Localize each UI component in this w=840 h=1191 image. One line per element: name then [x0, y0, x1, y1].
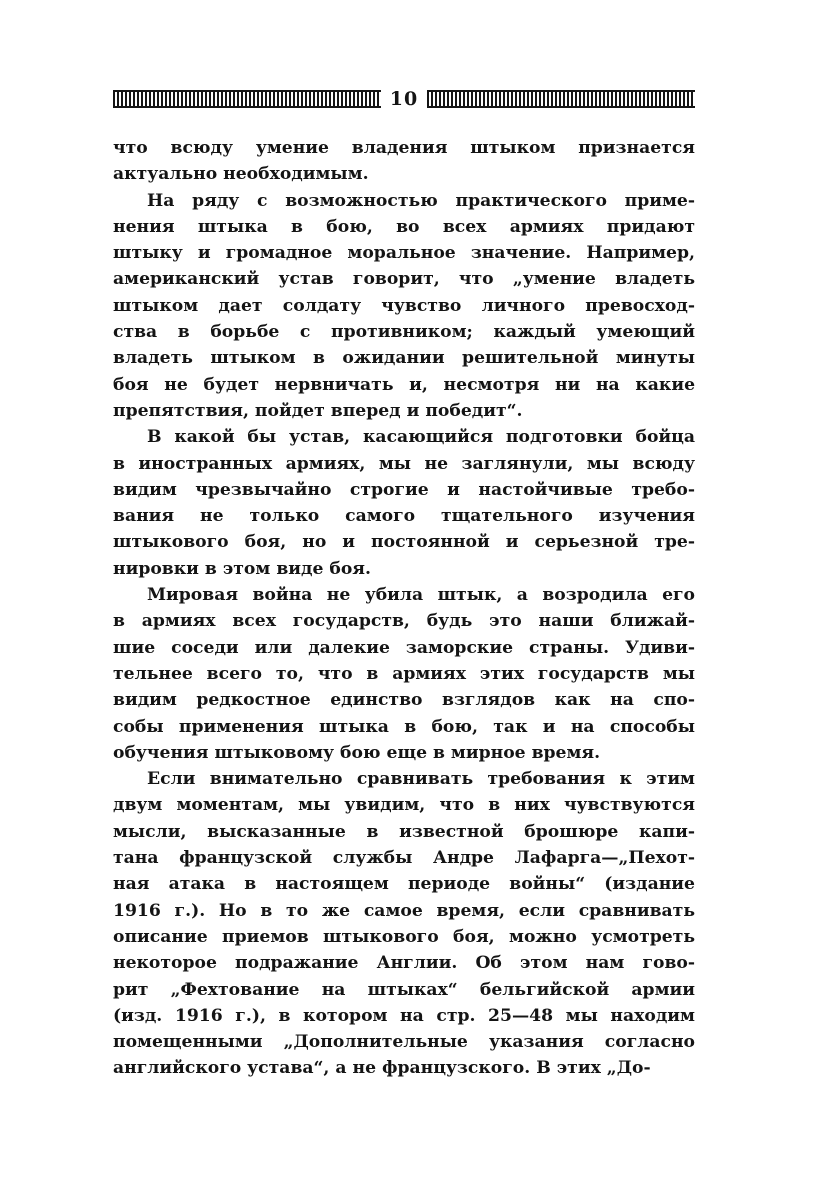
text-line: 1916 г.). Но в то же самое время, если сравнивать [113, 900, 695, 921]
text-line: нения штыка в бою, во всех армиях придают [113, 216, 695, 237]
text-line: видим редкостное единство взглядов как на спо- [113, 690, 695, 711]
text-line: ства в борьбе с противником; каждый умеющий [113, 322, 695, 343]
text-line: штыку и громадное моральное значение. Например, [113, 243, 695, 264]
header-rule-right [427, 90, 695, 108]
text-line: нировки в этом виде боя. [113, 558, 371, 579]
text-line: в иностранных армиях, мы не заглянули, мы всюду [113, 453, 695, 474]
text-line: вания не только самого тщательного изучения [113, 506, 695, 527]
text-line: некоторое подражание Англии. Об этом нам гово- [113, 953, 695, 974]
text-line: обучения штыковому бою еще в мирное время. [113, 742, 601, 763]
text-line: боя не будет нервничать и, несмотря ни на какие [113, 374, 695, 395]
text-line: двум моментам, мы увидим, что в них чувствуются [113, 795, 695, 816]
page-number: 10 [389, 88, 419, 110]
paragraph [113, 424, 695, 582]
paragraph [113, 766, 695, 1082]
text-line: На ряду с возможностью практического приме- [147, 190, 695, 211]
paragraph [113, 135, 695, 188]
text-line: помещенными „Дополнительные указания согласно [113, 1032, 695, 1053]
text-line: Если внимательно сравнивать требования к этим [147, 769, 695, 790]
text-line: тана французской службы Андре Лафарга—„Пехот- [113, 848, 695, 869]
text-line: В какой бы устав, касающийся подготовки бойца [147, 427, 695, 448]
text-line: видим чрезвычайно строгие и настойчивые требо- [113, 479, 695, 500]
text-line: штыкового боя, но и постоянной и серьезной тре- [113, 532, 695, 553]
header-rule-left [113, 90, 381, 108]
paragraph [113, 188, 695, 425]
text-line: владеть штыком в ожидании решительной минуты [113, 348, 695, 369]
text-line: тельнее всего то, что в армиях этих государств мы [113, 663, 695, 684]
text-line: рит „Фехтование на штыках“ бельгийской армии [113, 979, 695, 1000]
text-line: мысли, высказанные в известной брошюре капи- [113, 821, 695, 842]
text-line: описание приемов штыкового боя, можно усмотреть [113, 926, 695, 947]
text-line: актуально необходимым. [113, 164, 369, 185]
text-line: собы применения штыка в бою, так и на способы [113, 716, 695, 737]
text-line: препятствия, пойдет вперед и победит“. [113, 400, 523, 421]
text-line: американский устав говорит, что „умение владеть [113, 269, 695, 290]
body-text [113, 135, 695, 1082]
text-line: штыком дает солдату чувство личного превосход- [113, 295, 695, 316]
text-line: английского устава“, а не французского. В этих „До- [113, 1058, 651, 1079]
text-line: ная атака в настоящем периоде войны“ (издание [113, 874, 695, 895]
text-line: шие соседи или далекие заморские страны. Удиви- [113, 637, 695, 658]
text-line: в армиях всех государств, будь это наши ближай- [113, 611, 695, 632]
text-line: Мировая война не убила штык, а возродила его [147, 585, 695, 606]
text-line: что всюду умение владения штыком признается [113, 138, 695, 158]
text-line: (изд. 1916 г.), в котором на стр. 25—48 мы находим [113, 1005, 695, 1026]
paragraph [113, 582, 695, 766]
page-header [113, 86, 695, 112]
